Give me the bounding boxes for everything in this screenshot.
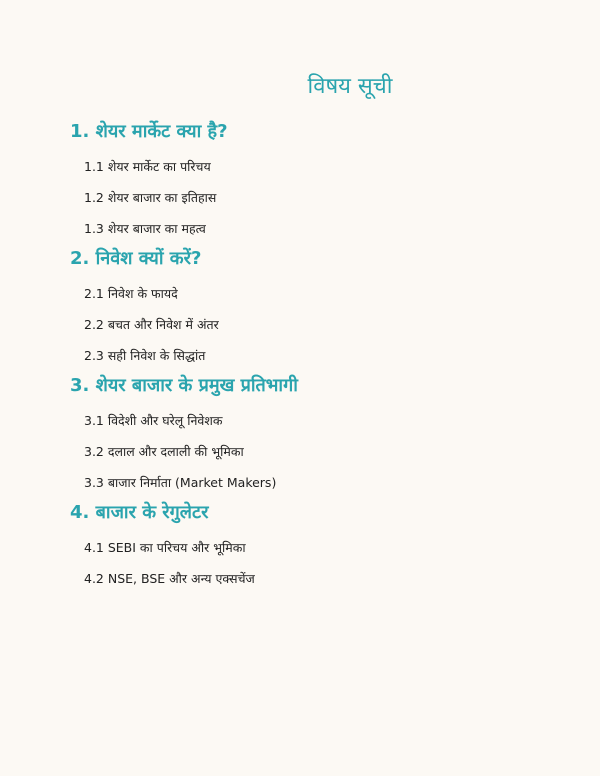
section-heading[interactable]: 1. शेयर मार्केट क्या है? — [70, 121, 228, 142]
section-heading[interactable]: 4. बाजार के रेगुलेटर — [70, 502, 209, 523]
toc-item[interactable]: 1.2 शेयर बाजार का इतिहास — [84, 190, 217, 205]
toc-item[interactable]: 2.1 निवेश के फायदे — [84, 286, 178, 301]
toc-item[interactable]: 2.2 बचत और निवेश में अंतर — [84, 317, 219, 332]
toc-section-3 — [70, 374, 550, 491]
toc-item[interactable]: 4.1 SEBI का परिचय और भूमिका — [84, 540, 246, 555]
toc-section-2 — [70, 247, 550, 364]
toc-item[interactable]: 4.2 NSE, BSE और अन्य एक्सचेंज — [84, 571, 255, 586]
toc-section-1 — [70, 120, 550, 237]
toc-item[interactable]: 3.2 दलाल और दलाली की भूमिका — [84, 444, 244, 459]
toc-item[interactable]: 3.3 बाजार निर्माता (Market Makers) — [84, 475, 277, 490]
toc-section-4 — [70, 501, 550, 587]
section-heading[interactable]: 3. शेयर बाजार के प्रमुख प्रतिभागी — [70, 375, 298, 396]
toc-item[interactable]: 1.3 शेयर बाजार का महत्व — [84, 221, 206, 236]
page-title-text: विषय सूची — [307, 74, 393, 99]
toc-item[interactable]: 1.1 शेयर मार्केट का परिचय — [84, 159, 211, 174]
page-title — [0, 70, 600, 100]
table-of-contents — [70, 120, 550, 597]
toc-item[interactable]: 3.1 विदेशी और घरेलू निवेशक — [84, 413, 223, 428]
section-heading[interactable]: 2. निवेश क्यों करें? — [70, 248, 202, 269]
toc-item[interactable]: 2.3 सही निवेश के सिद्धांत — [84, 348, 206, 363]
